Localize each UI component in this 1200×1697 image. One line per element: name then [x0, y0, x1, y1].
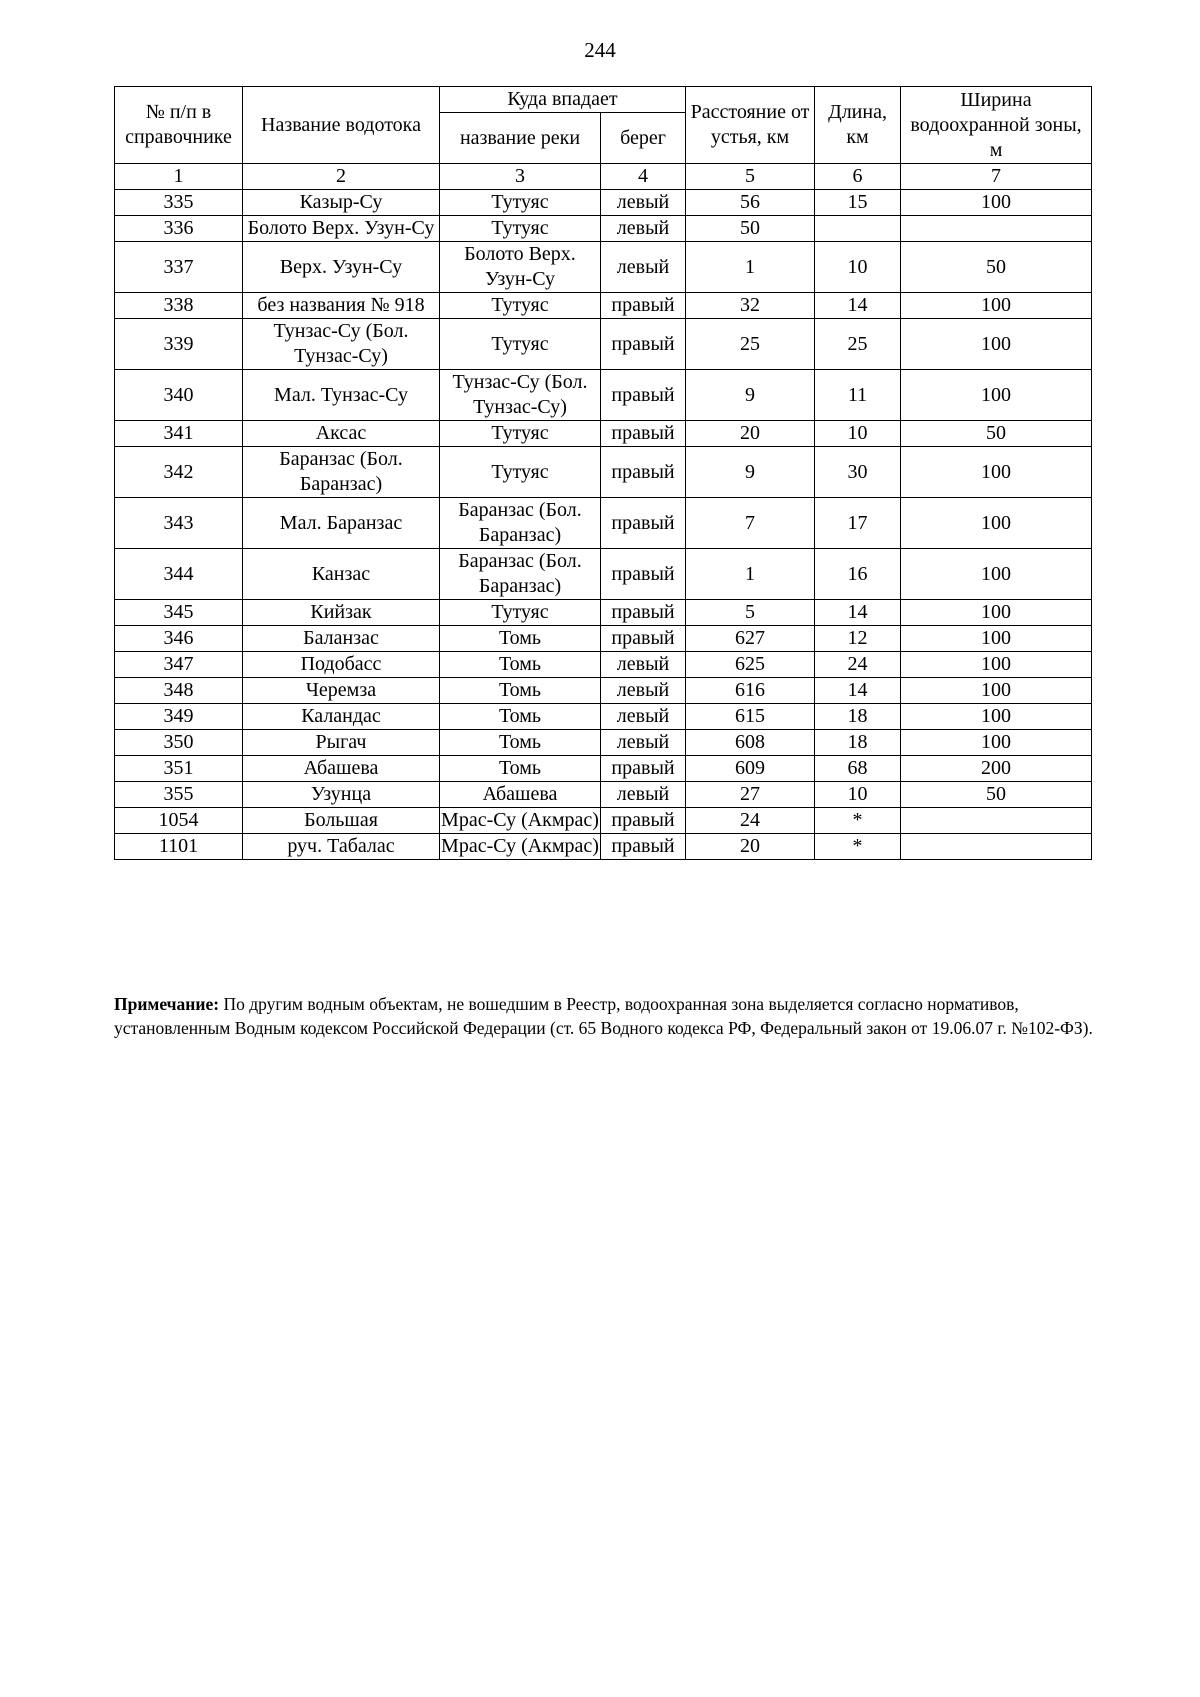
cell-bank: правый: [601, 549, 686, 600]
cell-num: 347: [115, 652, 243, 678]
cell-length: 16: [815, 549, 901, 600]
cell-river: Мрас-Су (Акмрас): [440, 808, 601, 834]
header-width: Ширина водоохранной зоны, м: [901, 87, 1092, 164]
cell-distance: 627: [686, 626, 815, 652]
cell-width: 100: [901, 652, 1092, 678]
cell-length: 68: [815, 756, 901, 782]
column-numbers-row: [115, 164, 1092, 190]
cell-river: Баранзас (Бол. Баранзас): [440, 498, 601, 549]
column-number: 6: [815, 164, 901, 190]
cell-width: 100: [901, 600, 1092, 626]
cell-river: Томь: [440, 626, 601, 652]
cell-name: Абашева: [243, 756, 440, 782]
cell-width: 50: [901, 242, 1092, 293]
cell-width: 100: [901, 370, 1092, 421]
cell-distance: 615: [686, 704, 815, 730]
cell-width: 100: [901, 447, 1092, 498]
cell-distance: 20: [686, 834, 815, 860]
cell-num: 350: [115, 730, 243, 756]
column-number: 7: [901, 164, 1092, 190]
cell-name: Рыгач: [243, 730, 440, 756]
footnote-text: По другим водным объектам, не вошедшим в Реестр, водоохранная зона выделяется согласно нормативов, установленным Водным кодексом Российской Федерации (ст. 65 Водного кодекса РФ, Федеральный закон от 19.06.07 г. №102-ФЗ).: [114, 994, 1093, 1038]
table-row: [115, 782, 1092, 808]
table-row: [115, 756, 1092, 782]
cell-num: 341: [115, 421, 243, 447]
cell-distance: 50: [686, 216, 815, 242]
cell-river: Тутуяс: [440, 319, 601, 370]
cell-bank: левый: [601, 730, 686, 756]
column-number: 3: [440, 164, 601, 190]
cell-river: Тутуяс: [440, 216, 601, 242]
cell-river: Тутуяс: [440, 190, 601, 216]
cell-num: 346: [115, 626, 243, 652]
cell-bank: левый: [601, 242, 686, 293]
cell-distance: 1: [686, 549, 815, 600]
cell-length: 10: [815, 242, 901, 293]
cell-river: Баранзас (Бол. Баранзас): [440, 549, 601, 600]
cell-name: Каландас: [243, 704, 440, 730]
cell-bank: правый: [601, 808, 686, 834]
cell-length: 11: [815, 370, 901, 421]
cell-width: 100: [901, 319, 1092, 370]
cell-num: 351: [115, 756, 243, 782]
cell-num: 344: [115, 549, 243, 600]
table-row: [115, 293, 1092, 319]
cell-width: 100: [901, 678, 1092, 704]
cell-name: Верх. Узун-Су: [243, 242, 440, 293]
table-row: [115, 319, 1092, 370]
cell-river: Томь: [440, 652, 601, 678]
cell-bank: левый: [601, 216, 686, 242]
cell-width: 50: [901, 782, 1092, 808]
header-bank: берег: [601, 113, 686, 164]
cell-length: 15: [815, 190, 901, 216]
table-row: [115, 600, 1092, 626]
cell-num: 336: [115, 216, 243, 242]
cell-bank: правый: [601, 447, 686, 498]
cell-bank: левый: [601, 678, 686, 704]
cell-name: Канзас: [243, 549, 440, 600]
table-row: [115, 190, 1092, 216]
cell-distance: 616: [686, 678, 815, 704]
cell-distance: 608: [686, 730, 815, 756]
cell-name: Баланзас: [243, 626, 440, 652]
cell-length: 18: [815, 730, 901, 756]
cell-length: 25: [815, 319, 901, 370]
cell-num: 335: [115, 190, 243, 216]
cell-name: Аксас: [243, 421, 440, 447]
cell-name: Большая: [243, 808, 440, 834]
cell-length: [815, 216, 901, 242]
cell-distance: 7: [686, 498, 815, 549]
cell-num: 1054: [115, 808, 243, 834]
cell-width: [901, 216, 1092, 242]
cell-river: Томь: [440, 678, 601, 704]
cell-num: 349: [115, 704, 243, 730]
cell-bank: правый: [601, 834, 686, 860]
footnote-label: Примечание:: [114, 994, 220, 1014]
cell-name: Казыр-Су: [243, 190, 440, 216]
cell-width: 100: [901, 549, 1092, 600]
cell-bank: правый: [601, 756, 686, 782]
cell-bank: правый: [601, 626, 686, 652]
cell-bank: правый: [601, 421, 686, 447]
cell-distance: 32: [686, 293, 815, 319]
header-river-name: название реки: [440, 113, 601, 164]
cell-bank: левый: [601, 652, 686, 678]
cell-river: Мрас-Су (Акмрас): [440, 834, 601, 860]
cell-distance: 56: [686, 190, 815, 216]
cell-name: без названия № 918: [243, 293, 440, 319]
cell-river: Тутуяс: [440, 293, 601, 319]
cell-river: Болото Верх. Узун-Су: [440, 242, 601, 293]
header-distance: Расстояние от устья, км: [686, 87, 815, 164]
table-body: [115, 190, 1092, 860]
cell-width: 50: [901, 421, 1092, 447]
cell-distance: 609: [686, 756, 815, 782]
cell-width: 100: [901, 704, 1092, 730]
cell-name: Кийзак: [243, 600, 440, 626]
table-row: [115, 370, 1092, 421]
page-number: 244: [584, 38, 616, 62]
cell-width: [901, 834, 1092, 860]
cell-width: 200: [901, 756, 1092, 782]
table-row: [115, 834, 1092, 860]
cell-length: 24: [815, 652, 901, 678]
table-row: [115, 498, 1092, 549]
cell-length: *: [815, 834, 901, 860]
cell-distance: 20: [686, 421, 815, 447]
cell-num: 1101: [115, 834, 243, 860]
cell-name: Тунзас-Су (Бол. Тунзас-Су): [243, 319, 440, 370]
cell-length: 10: [815, 782, 901, 808]
table-row: [115, 808, 1092, 834]
cell-river: Тутуяс: [440, 421, 601, 447]
cell-width: 100: [901, 190, 1092, 216]
cell-distance: 1: [686, 242, 815, 293]
cell-bank: правый: [601, 293, 686, 319]
cell-bank: правый: [601, 600, 686, 626]
cell-length: 10: [815, 421, 901, 447]
table-row: [115, 242, 1092, 293]
table-row: [115, 549, 1092, 600]
cell-num: 342: [115, 447, 243, 498]
footnote: [114, 992, 1094, 1040]
cell-river: Тутуяс: [440, 600, 601, 626]
table-row: [115, 447, 1092, 498]
cell-length: 17: [815, 498, 901, 549]
cell-distance: 25: [686, 319, 815, 370]
cell-num: 339: [115, 319, 243, 370]
cell-num: 343: [115, 498, 243, 549]
cell-name: Баранзас (Бол. Баранзас): [243, 447, 440, 498]
cell-width: 100: [901, 293, 1092, 319]
cell-length: *: [815, 808, 901, 834]
cell-river: Томь: [440, 730, 601, 756]
header-num: № п/п в справочнике: [115, 87, 243, 164]
cell-bank: левый: [601, 704, 686, 730]
cell-num: 337: [115, 242, 243, 293]
table-row: [115, 652, 1092, 678]
column-number: 4: [601, 164, 686, 190]
cell-distance: 5: [686, 600, 815, 626]
cell-num: 340: [115, 370, 243, 421]
table-row: [115, 626, 1092, 652]
water-bodies-table: [114, 86, 1092, 860]
header-length: Длина, км: [815, 87, 901, 164]
column-number: 2: [243, 164, 440, 190]
cell-width: 100: [901, 498, 1092, 549]
cell-width: [901, 808, 1092, 834]
cell-num: 338: [115, 293, 243, 319]
cell-length: 14: [815, 293, 901, 319]
cell-name: Болото Верх. Узун-Су: [243, 216, 440, 242]
cell-river: Томь: [440, 704, 601, 730]
cell-river: Тунзас-Су (Бол. Тунзас-Су): [440, 370, 601, 421]
cell-name: руч. Табалас: [243, 834, 440, 860]
table-row: [115, 421, 1092, 447]
cell-name: Подобасс: [243, 652, 440, 678]
cell-name: Узунца: [243, 782, 440, 808]
cell-name: Мал. Тунзас-Су: [243, 370, 440, 421]
cell-distance: 9: [686, 370, 815, 421]
cell-num: 348: [115, 678, 243, 704]
cell-width: 100: [901, 626, 1092, 652]
cell-distance: 625: [686, 652, 815, 678]
column-number: 1: [115, 164, 243, 190]
cell-distance: 9: [686, 447, 815, 498]
cell-bank: левый: [601, 782, 686, 808]
cell-length: 12: [815, 626, 901, 652]
cell-length: 14: [815, 600, 901, 626]
cell-num: 345: [115, 600, 243, 626]
cell-river: Томь: [440, 756, 601, 782]
header-name: Название водотока: [243, 87, 440, 164]
cell-bank: правый: [601, 319, 686, 370]
cell-length: 30: [815, 447, 901, 498]
cell-name: Мал. Баранзас: [243, 498, 440, 549]
cell-distance: 27: [686, 782, 815, 808]
cell-bank: правый: [601, 498, 686, 549]
cell-bank: правый: [601, 370, 686, 421]
cell-width: 100: [901, 730, 1092, 756]
cell-distance: 24: [686, 808, 815, 834]
cell-length: 18: [815, 704, 901, 730]
table-row: [115, 678, 1092, 704]
column-number: 5: [686, 164, 815, 190]
cell-name: Черемза: [243, 678, 440, 704]
table-row: [115, 704, 1092, 730]
table-row: [115, 730, 1092, 756]
header-flows-into: Куда впадает: [440, 87, 686, 113]
cell-river: Тутуяс: [440, 447, 601, 498]
cell-num: 355: [115, 782, 243, 808]
table-row: [115, 216, 1092, 242]
cell-bank: левый: [601, 190, 686, 216]
cell-length: 14: [815, 678, 901, 704]
cell-river: Абашева: [440, 782, 601, 808]
